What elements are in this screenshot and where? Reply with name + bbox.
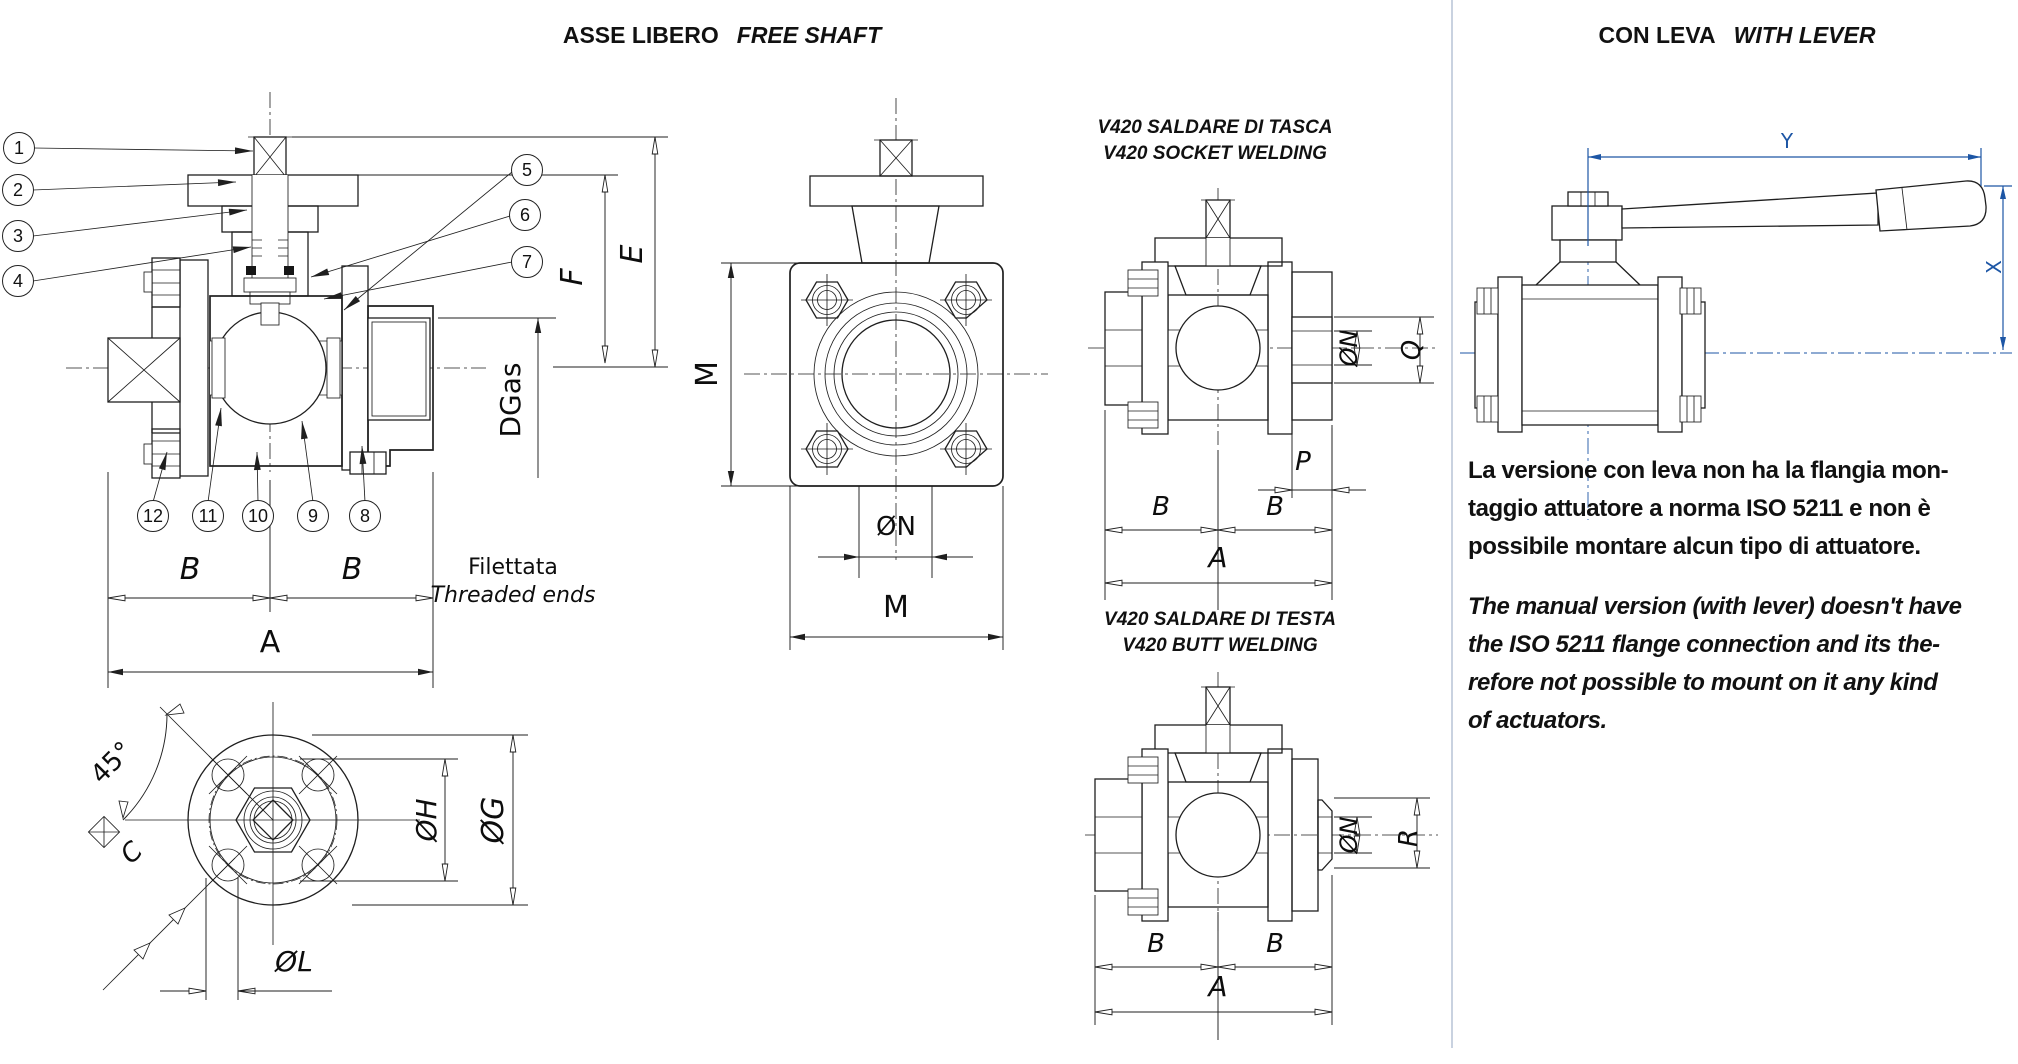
note-italian-line2: taggio attuatore a norma ISO 5211 e non è: [1468, 495, 1931, 522]
front-view-linework: [721, 98, 1048, 650]
end-type-english: Threaded ends: [430, 583, 596, 608]
dim-label-x: X: [1982, 260, 2006, 274]
dim-label-b-right-socket: B: [1266, 492, 1284, 522]
callout-6-number: 6: [519, 204, 530, 225]
callout-3-number: 3: [12, 225, 23, 246]
dim-label-c: C: [114, 835, 150, 871]
butt-view-linework: [1085, 672, 1438, 1040]
end-type-italian: Filettata: [468, 555, 558, 580]
dim-label-b-left-socket: B: [1152, 492, 1170, 522]
note-italian-line3: possibile montare alcun tipo di attuatore.: [1468, 533, 1921, 560]
callout-9: [297, 500, 329, 532]
note-english-line2: the ISO 5211 flange connection and its the-: [1468, 631, 1940, 658]
dim-label-b-left-butt: B: [1147, 929, 1165, 959]
socket-view-linework: [1088, 188, 1438, 610]
callout-8: [349, 500, 381, 532]
dim-label-r: R: [1394, 828, 1424, 848]
callout-2-number: 2: [12, 179, 23, 200]
callout-6: [509, 199, 541, 231]
callout-4-number: 4: [12, 270, 23, 291]
callout-7-number: 7: [521, 251, 532, 272]
note-italian: [1468, 452, 1968, 566]
callout-3: [2, 220, 34, 252]
dim-label-on-socket: ØN: [1335, 329, 1363, 367]
note-italian-line1: La versione con leva non ha la flangia mon-: [1468, 457, 1949, 484]
dim-label-ol: ØL: [275, 945, 313, 978]
right-title-english: WITH LEVER: [1733, 22, 1876, 48]
callout-12: [137, 500, 169, 532]
socket-title-english: V420 SOCKET WELDING: [1103, 143, 1327, 164]
dim-label-e: E: [615, 244, 650, 264]
callout-7: [511, 246, 543, 278]
left-section-title: [563, 22, 881, 49]
callout-10-number: 10: [247, 505, 269, 526]
callout-5-number: 5: [521, 159, 532, 180]
note-english-line3: refore not possible to mount on it any kind: [1468, 669, 1938, 696]
callout-1-number: 1: [13, 137, 24, 158]
right-section-title: [1599, 22, 1876, 49]
left-title-italian: ASSE LIBERO: [562, 22, 719, 48]
note-english: [1468, 588, 1968, 740]
dim-label-a-socket: A: [1208, 541, 1228, 574]
callout-8-number: 8: [359, 505, 370, 526]
dim-label-m-bottom: M: [883, 590, 909, 625]
callout-9-number: 9: [307, 505, 318, 526]
dim-label-on-butt: ØN: [1335, 816, 1363, 854]
dim-label-y: Y: [1780, 129, 1794, 153]
callout-12-number: 12: [142, 505, 164, 526]
dim-label-oh: ØH: [410, 798, 443, 842]
dim-label-a: A: [259, 625, 281, 660]
socket-title-italian: V420 SALDARE DI TASCA: [1097, 117, 1333, 138]
callout-1: [3, 132, 35, 164]
dim-label-b-right: B: [341, 552, 363, 587]
dim-label-f: F: [555, 268, 590, 286]
callout-11-number: 11: [198, 505, 218, 526]
callout-11: [192, 500, 224, 532]
callout-10: [242, 500, 274, 532]
dim-label-m-side: M: [690, 361, 725, 387]
butt-title-english: V420 BUTT WELDING: [1122, 635, 1318, 656]
callout-5: [511, 154, 543, 186]
dim-label-b-left: B: [179, 552, 201, 587]
note-english-line1: The manual version (with lever) doesn't have: [1468, 593, 1962, 620]
callout-2: [2, 174, 34, 206]
dim-label-og: ØG: [476, 796, 511, 844]
dim-label-b-right-butt: B: [1266, 929, 1284, 959]
note-english-line4: of actuators.: [1468, 707, 1607, 734]
butt-title-italian: V420 SALDARE DI TESTA: [1104, 609, 1336, 630]
dim-label-q: Q: [1397, 339, 1427, 361]
left-title-english: FREE SHAFT: [736, 22, 882, 48]
dim-label-dgas: DGas: [494, 362, 527, 438]
dim-label-45deg: 45°: [85, 736, 139, 790]
dim-label-p: P: [1295, 447, 1311, 477]
dim-label-a-butt: A: [1208, 970, 1228, 1003]
callout-4: [2, 265, 34, 297]
right-title-italian: CON LEVA: [1598, 22, 1716, 48]
dim-label-on-front: ØN: [876, 512, 916, 542]
